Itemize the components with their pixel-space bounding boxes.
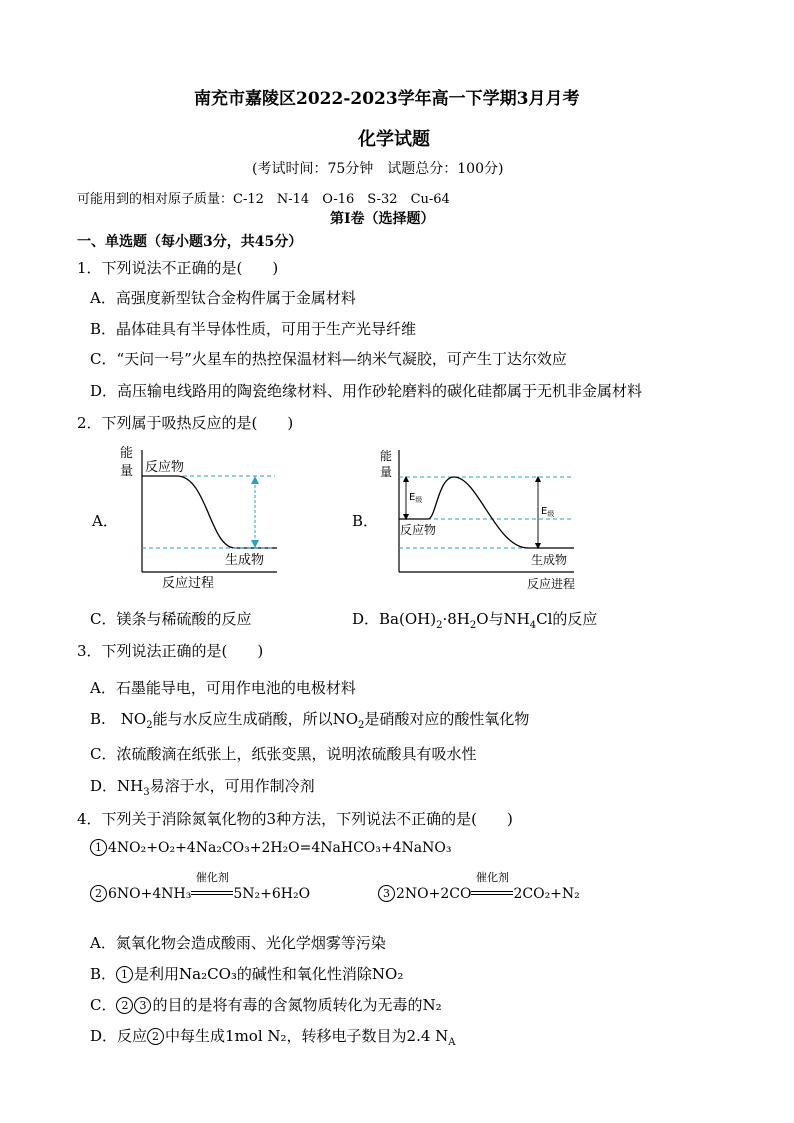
fig-b-xlabel: 反应进程 — [527, 577, 576, 591]
catalyst-arrow-2: 催化剂 — [191, 886, 233, 902]
q3-option-b: B. $NO_2$能与水反应生成硝酸，所以$NO_2$是硝酸对应的酸性氧化物 — [90, 710, 530, 731]
q1-option-b: B．晶体硅具有半导体性质，可用于生产光导纤维 — [90, 320, 417, 338]
q1-stem: 1．下列说法不正确的是( ) — [77, 259, 279, 277]
q4-reaction-2: 2 6NO+4NH₃ 催化剂 5N₂+6H₂O — [90, 885, 310, 902]
fig-a-xlabel: 反应过程 — [162, 576, 215, 590]
fig-a-energy-curve — [142, 476, 277, 548]
q3-stem: 3．下列说法正确的是( ) — [77, 642, 264, 660]
q3-option-a: A．石墨能导电，可用作电池的电极材料 — [90, 679, 356, 697]
fig-a-ylabel-2: 量 — [120, 464, 134, 479]
q4-option-d: D．反应 2 中每生成1mol N₂，转移电子数目为2.4 $N_A$ — [90, 1027, 456, 1048]
q2-option-a-label: A． — [92, 512, 118, 530]
fig-b-ea1-label: $E_级$ — [409, 492, 423, 504]
q1-option-c: C．“天问一号”火星车的热控保温材料—纳米气凝胶，可产生丁达尔效应 — [90, 350, 567, 368]
fig-b-product-label: 生成物 — [531, 553, 568, 567]
q1-option-d: D．高压输电线路用的陶瓷绝缘材料、用作砂轮磨料的碳化硅都属于无机非金属材料 — [90, 382, 643, 400]
atomic-mass-line: 可能用到的相对原子质量：C-12 N-14 O-16 S-32 Cu-64 — [77, 192, 450, 207]
volume-title: 第I卷（选择题） — [330, 211, 435, 227]
q2-option-b-label: B． — [352, 512, 379, 530]
section-title: 一、单选题（每小题3分，共45分） — [77, 234, 303, 250]
fig-a-ylabel-1: 能 — [120, 446, 134, 461]
catalyst-arrow-3: 催化剂 — [471, 886, 513, 902]
q2-option-c: C．镁条与稀硫酸的反应 — [90, 610, 252, 628]
q4-reaction-1: 1 4NO₂+O₂+4Na₂CO₃+2H₂O=4NaHCO₃+4NaNO₃ — [90, 839, 451, 856]
q3-option-c: C．浓硫酸滴在纸张上，纸张变黑，说明浓硫酸具有吸水性 — [90, 745, 477, 763]
fig-b-reactant-label: 反应物 — [400, 523, 437, 537]
q2-energy-diagram-a — [115, 440, 290, 590]
q2-energy-diagram-b — [378, 444, 588, 594]
circled-number-2: 2 — [90, 885, 107, 902]
q2-option-d: D．$Ba(OH)_2\cdot 8H_2O$与$NH_4Cl$的反应 — [352, 610, 598, 631]
exam-info: (考试时间：75分钟 试题总分：100分) — [252, 161, 504, 177]
q4-option-c: C． 2 3 的目的是将有毒的含氮物质转化为无毒的N₂ — [90, 996, 442, 1014]
fig-a-reactant-label: 反应物 — [145, 460, 185, 475]
fig-b-ylabel-1: 能 — [380, 449, 393, 463]
q4-option-a: A．氮氧化物会造成酸雨、光化学烟雾等污染 — [90, 934, 386, 952]
fig-b-ea2-label: $E_级$ — [541, 506, 555, 518]
q4-stem: 4．下列关于消除氮氧化物的3种方法，下列说法不正确的是( ) — [77, 810, 513, 828]
q4-option-b: B． 1 是利用Na₂CO₃的碱性和氧化性消除NO₂ — [90, 965, 404, 983]
q1-option-a: A．高强度新型钛合金构件属于金属材料 — [90, 289, 356, 307]
q3-option-d: D．$NH_3$易溶于水，可用作制冷剂 — [90, 777, 315, 798]
exam-title: 南充市嘉陵区2022-2023学年高一下学期3月月考 — [194, 89, 580, 109]
q4-reaction-3: 3 2NO+2CO 催化剂 2CO₂+N₂ — [378, 885, 580, 902]
fig-a-product-label: 生成物 — [225, 553, 265, 568]
subject-title: 化学试题 — [358, 129, 430, 150]
circled-number-1: 1 — [90, 839, 107, 856]
circled-number-3: 3 — [378, 885, 395, 902]
fig-b-ylabel-2: 量 — [380, 465, 393, 479]
q2-stem: 2．下列属于吸热反应的是( ) — [77, 414, 294, 432]
